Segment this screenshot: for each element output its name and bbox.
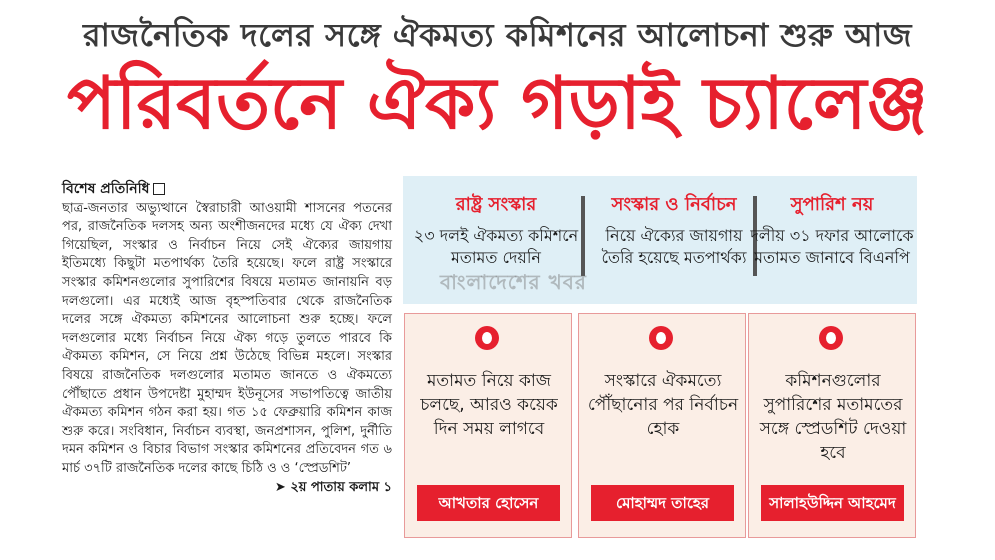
quote-card-2 bbox=[578, 313, 746, 538]
speaker-name: আখতার হোসেন bbox=[417, 485, 560, 521]
info-title: রাষ্ট্র সংস্কার bbox=[455, 194, 537, 215]
main-headline: পরিবর্তনে ঐক্য গড়াই চ্যালেঞ্জ bbox=[66, 61, 929, 145]
info-body: ২৩ দলই ঐকমত্য কমিশনে মতামত দেয়নি bbox=[413, 226, 579, 267]
byline-text: বিশেষ প্রতিনিধি bbox=[62, 181, 150, 197]
quote-mark-icon bbox=[649, 326, 673, 350]
info-body: নিয়ে ঐক্যের জায়গায় তৈরি হয়েছে মতপার্থক্য bbox=[601, 226, 747, 267]
speaker-name: মোহাম্মদ তাহের bbox=[591, 485, 734, 521]
info-title: সংস্কার ও নির্বাচন bbox=[611, 194, 737, 215]
quote-text: কমিশনগুলোর সুপারিশের মতামতের সঙ্গে স্প্রেডশিট দেওয়া হবে bbox=[759, 371, 907, 463]
quote-card-3 bbox=[748, 313, 916, 538]
info-divider bbox=[581, 196, 585, 276]
info-body: দলীয় ৩১ দফার আলোকে মতামত জানাবে বিএনপি bbox=[750, 226, 914, 267]
info-column-1 bbox=[411, 190, 581, 269]
kicker-headline: রাজনৈতিক দলের সঙ্গে ঐকমত্য কমিশনের আলোচনা শুরু আজ bbox=[83, 16, 912, 54]
speaker-name: সালাহউদ্দিন আহমেদ bbox=[761, 485, 904, 521]
article-body: ছাত্র-জনতার অভ্যুত্থানে স্বৈরাচারী আওয়ামী শাসনের পতনের পর, রাজনৈতিক দলসহ অন্য অংশীজনদের মধ্যে যে ঐক্য দেখা গিয়েছিল, সংস্কার ও নির্বাচন নিয়ে সেই ঐক্যের জায়গায় ইতিমধ্যে কিছুটা মতপার্থক্য তৈরি হয়েছে। ফলে রাষ্ট্র সংস্কারে সংস্কার কমিশনগুলোর সুপারিশের বিষয়ে মতামত জানায়নি বড় দলগুলো। এর মধ্যেই আজ বৃহস্পতিবার থেকে রাজনৈতিক দলের সঙ্গে ঐকমত্য কমিশনের আলোচনা শুরু হচ্ছে। ফলে দলগুলোর মধ্যে নির্বাচন নিয়ে ঐক্য গড়ে তুলতে পারবে কি ঐকমত্য কমিশন, সে নিয়ে প্রশ্ন উঠেছে বিভিন্ন মহলে। সংস্কার বিষয়ে রাজনৈতিক দলগুলোর মতামত জানতে ও ঐকমত্যে পৌঁছাতে প্রধান উপদেষ্টা মুহাম্মদ ইউনূসের সভাপতিত্বে জাতীয় ঐকমত্য কমিশন গঠন করা হয়। গত ১৫ ফেব্রুয়ারি কমিশন কাজ শুরু করে। সংবিধান, নির্বাচন ব্যবস্থা, জনপ্রশাসন, পুলিশ, দুর্নীতি দমন কমিশন ও বিচার বিভাগ সংস্কার কমিশনের প্রতিবেদন গত ৬ মার্চ ৩৭টি রাজনৈতিক দলের কাছে চিঠি ও ও ‘স্প্রেডশিট’ bbox=[62, 200, 392, 476]
byline bbox=[62, 180, 392, 199]
continued-link[interactable]: ➤ ২য় পাতায় কলাম ১ bbox=[274, 479, 392, 495]
info-column-3 bbox=[747, 190, 917, 269]
quote-text: সংস্কারে ঐকমত্যে পৌঁছানোর পর নির্বাচন হোক bbox=[587, 371, 739, 439]
article-column bbox=[62, 180, 392, 497]
square-icon bbox=[153, 183, 165, 195]
info-column-2 bbox=[589, 190, 759, 269]
quote-mark-icon bbox=[475, 326, 499, 350]
quote-mark-icon bbox=[819, 326, 843, 350]
quote-card-1 bbox=[404, 313, 572, 538]
info-title: সুপারিশ নয় bbox=[790, 194, 874, 215]
watermark-text: বাংলাদেশের খবর bbox=[440, 270, 587, 294]
quote-text: মতামত নিয়ে কাজ চলছে, আরও কয়েক দিন সময় লাগবে bbox=[420, 371, 558, 439]
